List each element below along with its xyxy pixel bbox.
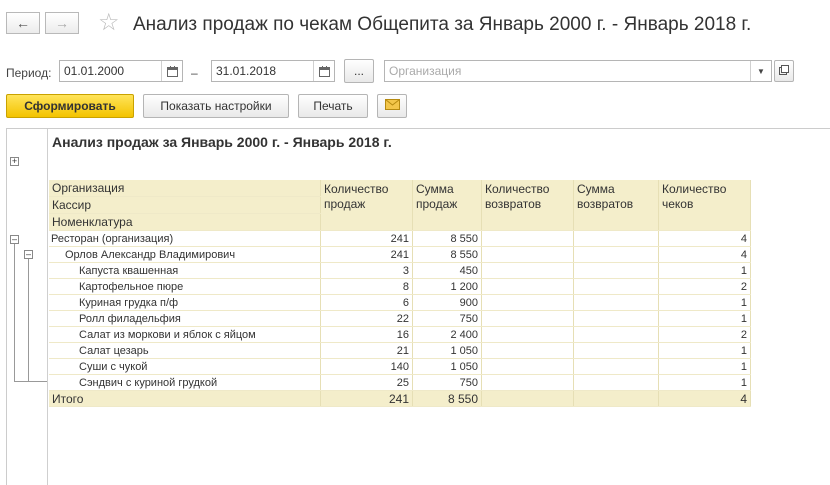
column-header-cell: Количество возвратов [482, 180, 574, 231]
row-value-cell: 2 [659, 279, 751, 295]
row-value-cell: 8 [321, 279, 413, 295]
favorite-star-icon[interactable]: ☆ [98, 9, 120, 36]
header-row [49, 180, 751, 197]
show-settings-button[interactable]: Показать настройки [143, 94, 289, 118]
open-form-icon [779, 64, 789, 78]
table-row[interactable] [49, 359, 751, 375]
row-value-cell: 1 [659, 343, 751, 359]
row-value-cell: 16 [321, 327, 413, 343]
calendar-icon[interactable] [161, 61, 182, 81]
dropdown-arrow-icon[interactable]: ▼ [750, 61, 771, 81]
row-value-cell: 25 [321, 375, 413, 391]
row-name-cell: Суши с чукой [49, 359, 321, 375]
column-header-cell: Сумма продаж [413, 180, 482, 231]
row-value-cell: 2 400 [413, 327, 482, 343]
row-value-cell [574, 359, 659, 375]
column-header-cell: Количество чеков [659, 180, 751, 231]
print-button[interactable]: Печать [298, 94, 368, 118]
send-email-button[interactable] [377, 94, 407, 118]
row-value-cell [574, 247, 659, 263]
row-value-cell: 3 [321, 263, 413, 279]
row-name-cell: Капуста квашенная [49, 263, 321, 279]
total-value-cell [482, 391, 574, 407]
row-value-cell: 6 [321, 295, 413, 311]
tree-line [14, 244, 15, 381]
row-value-cell: 2 [659, 327, 751, 343]
row-value-cell [482, 263, 574, 279]
row-name-cell: Салат из моркови и яблок с яйцом [49, 327, 321, 343]
row-value-cell: 4 [659, 247, 751, 263]
row-name-cell: Ролл филадельфия [49, 311, 321, 327]
row-value-cell: 22 [321, 311, 413, 327]
table-row[interactable] [49, 327, 751, 343]
row-value-cell [574, 279, 659, 295]
period-label: Период: [6, 66, 52, 80]
tree-line [14, 381, 47, 382]
column-header-cell: Количество продаж [321, 180, 413, 231]
row-value-cell [482, 247, 574, 263]
row-value-cell: 1 [659, 359, 751, 375]
organization-field[interactable] [384, 60, 772, 82]
generate-report-button[interactable]: Сформировать [6, 94, 134, 118]
row-value-cell: 140 [321, 359, 413, 375]
row-value-cell: 21 [321, 343, 413, 359]
row-name-cell: Куриная грудка п/ф [49, 295, 321, 311]
report-table [49, 180, 751, 407]
table-row[interactable] [49, 231, 751, 247]
row-value-cell [482, 343, 574, 359]
table-row[interactable] [49, 247, 751, 263]
total-value-cell: 8 550 [413, 391, 482, 407]
open-organization-button[interactable] [774, 60, 794, 82]
page-title: Анализ продаж по чекам Общепита за Январь 2000 г. - Январь 2018 г. [133, 14, 752, 35]
date-from-value: 01.01.2000 [64, 64, 125, 78]
row-value-cell [574, 295, 659, 311]
row-value-cell [482, 359, 574, 375]
row-value-cell [574, 231, 659, 247]
expand-all-icon[interactable]: + [11, 156, 18, 166]
total-label-cell: Итого [49, 391, 321, 407]
back-button[interactable] [6, 12, 40, 34]
row-name-cell: Ресторан (организация) [49, 231, 321, 247]
table-row[interactable] [49, 343, 751, 359]
row-value-cell [574, 343, 659, 359]
arrow-left-icon: ← [16, 15, 30, 31]
row-value-cell [482, 327, 574, 343]
report-title: Анализ продаж за Январь 2000 г. - Январь 2018 г. [52, 134, 392, 150]
row-name-cell: Салат цезарь [49, 343, 321, 359]
row-value-cell: 1 [659, 263, 751, 279]
row-name-cell: Орлов Александр Владимирович [49, 247, 321, 263]
table-row[interactable] [49, 263, 751, 279]
total-value-cell: 4 [659, 391, 751, 407]
row-name-cell: Картофельное пюре [49, 279, 321, 295]
row-value-cell: 241 [321, 247, 413, 263]
row-value-cell: 750 [413, 375, 482, 391]
grouping-header-cell: Номенклатура [49, 214, 321, 231]
row-value-cell: 8 550 [413, 247, 482, 263]
row-value-cell: 750 [413, 311, 482, 327]
collapse-organization-icon[interactable]: – [11, 234, 17, 244]
table-row[interactable] [49, 279, 751, 295]
envelope-icon [385, 99, 400, 113]
row-value-cell: 1 [659, 311, 751, 327]
row-value-cell: 241 [321, 231, 413, 247]
period-dash: – [191, 66, 198, 80]
row-value-cell: 1 [659, 375, 751, 391]
row-value-cell [574, 263, 659, 279]
row-value-cell: 4 [659, 231, 751, 247]
row-value-cell: 450 [413, 263, 482, 279]
date-to-field[interactable] [211, 60, 335, 82]
row-value-cell: 1 050 [413, 343, 482, 359]
report-gutter-divider [47, 129, 48, 485]
period-select-button[interactable]: ... [344, 59, 374, 83]
table-row[interactable] [49, 311, 751, 327]
date-from-field[interactable] [59, 60, 183, 82]
row-value-cell: 900 [413, 295, 482, 311]
tree-line [28, 259, 29, 381]
total-value-cell: 241 [321, 391, 413, 407]
arrow-right-icon: → [55, 15, 69, 31]
row-value-cell [574, 311, 659, 327]
date-to-value: 31.01.2018 [216, 64, 277, 78]
row-value-cell: 1 200 [413, 279, 482, 295]
row-value-cell [482, 295, 574, 311]
table-row[interactable] [49, 295, 751, 311]
calendar-icon[interactable] [313, 61, 334, 81]
row-value-cell: 1 [659, 295, 751, 311]
row-value-cell [482, 279, 574, 295]
table-row[interactable] [49, 375, 751, 391]
forward-button[interactable] [45, 12, 79, 34]
total-value-cell [574, 391, 659, 407]
row-value-cell [482, 375, 574, 391]
row-name-cell: Сэндвич с куриной грудкой [49, 375, 321, 391]
row-value-cell [482, 231, 574, 247]
total-row [49, 391, 751, 407]
column-header-cell: Сумма возвратов [574, 180, 659, 231]
row-value-cell: 1 050 [413, 359, 482, 375]
row-value-cell [482, 311, 574, 327]
collapse-cashier-icon[interactable]: – [25, 249, 31, 259]
grouping-header-cell: Кассир [49, 197, 321, 214]
row-value-cell [574, 327, 659, 343]
organization-placeholder: Организация [389, 64, 462, 78]
row-value-cell [574, 375, 659, 391]
grouping-header-cell: Организация [49, 180, 321, 197]
row-value-cell: 8 550 [413, 231, 482, 247]
